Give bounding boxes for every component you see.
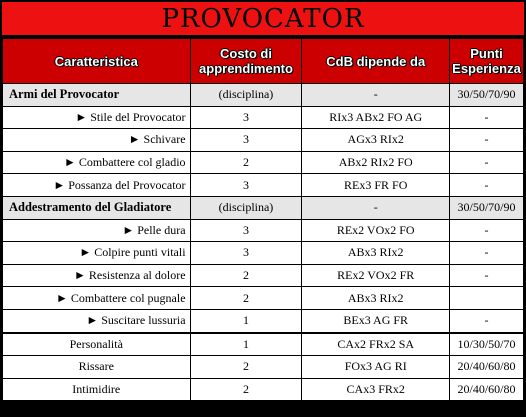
skill-name: ► Possanza del Provocator	[3, 174, 190, 196]
skill-cost: 2	[191, 356, 302, 378]
skill-cdb: ABx3 RIx2	[302, 242, 449, 264]
skill-cdb: FOx3 AG RI	[302, 356, 449, 378]
skill-pe: -	[450, 242, 523, 264]
skill-pe: -	[450, 310, 523, 332]
skill-cdb: RIx3 ABx2 FO AG	[302, 107, 449, 129]
skill-cdb: CAx2 FRx2 SA	[302, 333, 449, 356]
table-row	[3, 84, 523, 106]
skill-cost: 3	[191, 107, 302, 129]
skill-cdb: REx3 FR FO	[302, 174, 449, 196]
table-row	[3, 220, 523, 242]
skill-cost: 3	[191, 242, 302, 264]
header-cdb: CdB dipende da	[302, 39, 449, 83]
table-body	[3, 84, 523, 400]
skill-cost: 2	[191, 379, 302, 401]
skill-cdb: AGx3 RIx2	[302, 129, 449, 151]
skill-name: Addestramento del Gladiatore	[3, 197, 190, 219]
table-row	[3, 310, 523, 332]
header-costo: Costo di apprendimento	[191, 39, 302, 83]
skill-cost: 3	[191, 129, 302, 151]
table-row	[3, 287, 523, 309]
skill-name: Rissare	[3, 356, 190, 378]
table-row	[3, 197, 523, 219]
skill-name: ► Colpire punti vitali	[3, 242, 190, 264]
skill-cost: (disciplina)	[191, 197, 302, 219]
table-row	[3, 333, 523, 356]
skill-cost: 1	[191, 310, 302, 332]
skill-cost: 2	[191, 152, 302, 174]
skill-cost: 2	[191, 287, 302, 309]
table-row	[3, 129, 523, 151]
skill-name: Armi del Provocator	[3, 84, 190, 106]
skill-name: Personalità	[3, 333, 190, 356]
skill-name: ► Resistenza al dolore	[3, 265, 190, 287]
skill-cdb: CAx3 FRx2	[302, 379, 449, 401]
table-row	[3, 379, 523, 401]
table-row	[3, 356, 523, 378]
skill-name: ► Stile del Provocator	[3, 107, 190, 129]
header-punti-esperienza: Punti Esperienza	[450, 39, 523, 83]
table-row	[3, 174, 523, 196]
skill-name: ► Suscitare lussuria	[3, 310, 190, 332]
skill-cdb: -	[302, 197, 449, 219]
table-row	[3, 152, 523, 174]
skill-pe: 10/30/50/70	[450, 333, 523, 356]
skill-cost: 3	[191, 174, 302, 196]
table-row	[3, 265, 523, 287]
skill-cost: 1	[191, 333, 302, 356]
skill-cdb: ABx2 RIx2 FO	[302, 152, 449, 174]
skill-pe: 20/40/60/80	[450, 379, 523, 401]
skill-cdb: BEx3 AG FR	[302, 310, 449, 332]
skill-name: ► Combattere col gladio	[3, 152, 190, 174]
skill-cost: 3	[191, 220, 302, 242]
table-row	[3, 107, 523, 129]
table-row	[3, 242, 523, 264]
skill-pe	[450, 287, 523, 309]
skill-name: ► Schivare	[3, 129, 190, 151]
skill-cdb: -	[302, 84, 449, 106]
skill-name: ► Combattere col pugnale	[3, 287, 190, 309]
skill-pe: -	[450, 220, 523, 242]
skill-pe: 20/40/60/80	[450, 356, 523, 378]
skill-pe: -	[450, 265, 523, 287]
skill-pe: -	[450, 129, 523, 151]
skills-table	[2, 38, 524, 401]
skill-pe: -	[450, 174, 523, 196]
header-row	[3, 39, 523, 83]
skill-name: Intimidire	[3, 379, 190, 401]
skill-cost: 2	[191, 265, 302, 287]
skill-pe: -	[450, 107, 523, 129]
skill-pe: -	[450, 152, 523, 174]
skill-cost: (disciplina)	[191, 84, 302, 106]
skill-cdb: ABx3 RIx2	[302, 287, 449, 309]
skill-cdb: REx2 VOx2 FO	[302, 220, 449, 242]
header-caratteristica: Caratteristica	[3, 39, 190, 83]
skill-cdb: REx2 VOx2 FR	[302, 265, 449, 287]
sheet-title: PROVOCATOR	[2, 2, 524, 37]
skill-name: ► Pelle dura	[3, 220, 190, 242]
skill-pe: 30/50/70/90	[450, 84, 523, 106]
skill-pe: 30/50/70/90	[450, 197, 523, 219]
